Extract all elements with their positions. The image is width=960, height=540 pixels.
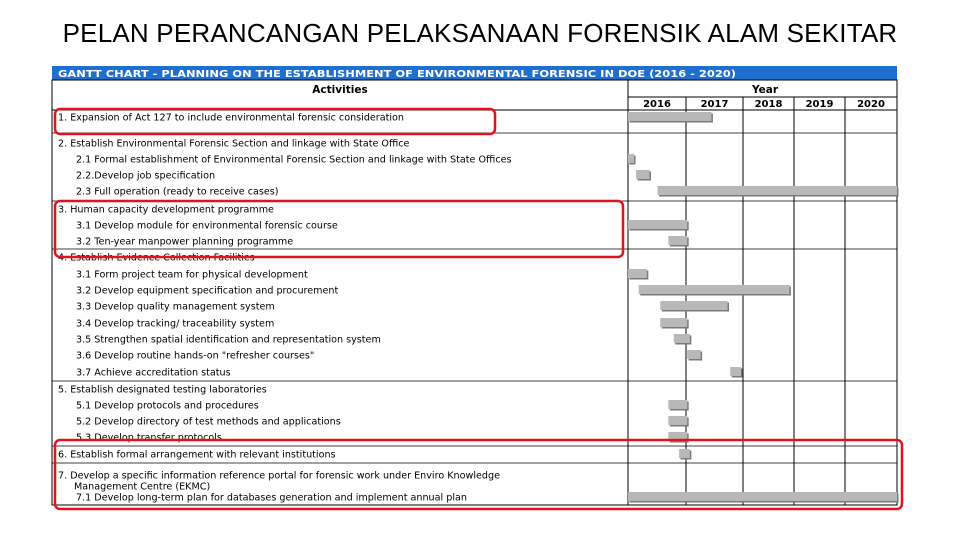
activities-header: Activities [312,84,368,96]
task-bar [668,400,687,409]
task-label: 5.1 Develop protocols and procedures [76,400,259,412]
task-bar [674,334,690,343]
task-label: 2.1 Formal establishment of Environmental Forensic Section and linkage with State Offices [76,154,512,166]
task-label: 7.1 Develop long-term plan for databases generation and implement annual plan [76,492,467,504]
task-bar [660,301,727,310]
task-label: 7. Develop a specific information reference portal for forensic work under Enviro Knowledge [58,470,500,482]
task-label: 2. Establish Environmental Forensic Section and linkage with State Office [58,138,410,150]
task-label: 3.1 Form project team for physical development [76,269,308,281]
task-label: 3.7 Achieve accreditation status [76,367,231,379]
task-bar [628,154,634,163]
year-header: Year [751,84,779,96]
year-tick-label: 2018 [754,99,783,110]
task-bar [628,112,711,121]
year-tick-label: 2016 [643,99,671,110]
task-bar [628,220,687,229]
year-tick-label: 2020 [857,99,885,110]
task-label: 3.2 Ten-year manpower planning programme [76,236,294,248]
year-tick-label: 2019 [805,99,834,110]
task-label: 4. Establish Evidence Collection Facilities [58,252,255,264]
task-bar [658,186,897,195]
task-label: 6. Establish formal arrangement with relevant institutions [58,449,336,461]
task-label: 2.3 Full operation (ready to receive cases) [76,186,279,198]
task-bar [668,416,687,425]
task-label: Management Centre (EKMC) [74,481,211,493]
task-bar [628,492,897,501]
task-bar [668,236,687,245]
task-label: 3.6 Develop routine hands-on "refresher courses" [76,350,315,362]
task-label: 3.5 Strengthen spatial identification and representation system [76,334,381,346]
task-bar [687,350,700,359]
slide-title: PELAN PERANCANGAN PELAKSANAAN FORENSIK ALAM SEKITAR [62,18,898,48]
task-bar [679,449,690,458]
task-bar [730,367,741,376]
chart-title: GANTT CHART - PLANNING ON THE ESTABLISHMENT OF ENVIRONMENTAL FORENSIC IN DOE (2016 - 2020) [58,69,736,80]
task-label: 3.2 Develop equipment specification and procurement [76,285,339,297]
task-label: 5.2 Develop directory of test methods and applications [76,416,341,428]
task-bar [660,318,687,327]
task-label: 3.4 Develop tracking/ traceability system [76,318,275,330]
task-bar [628,269,647,278]
task-label: 3.3 Develop quality management system [76,301,275,313]
task-label: 5.3 Develop transfer protocols [76,432,222,444]
year-tick-label: 2017 [700,99,729,110]
task-label: 2.2.Develop job specification [76,170,216,182]
task-bar [639,285,790,294]
task-bar [636,170,649,179]
task-label: 3.1 Develop module for environmental forensic course [76,220,338,232]
task-label: 5. Establish designated testing laboratories [58,384,267,396]
task-label: 3. Human capacity development programme [58,204,274,216]
task-label: 1. Expansion of Act 127 to include environmental forensic consideration [58,112,405,124]
